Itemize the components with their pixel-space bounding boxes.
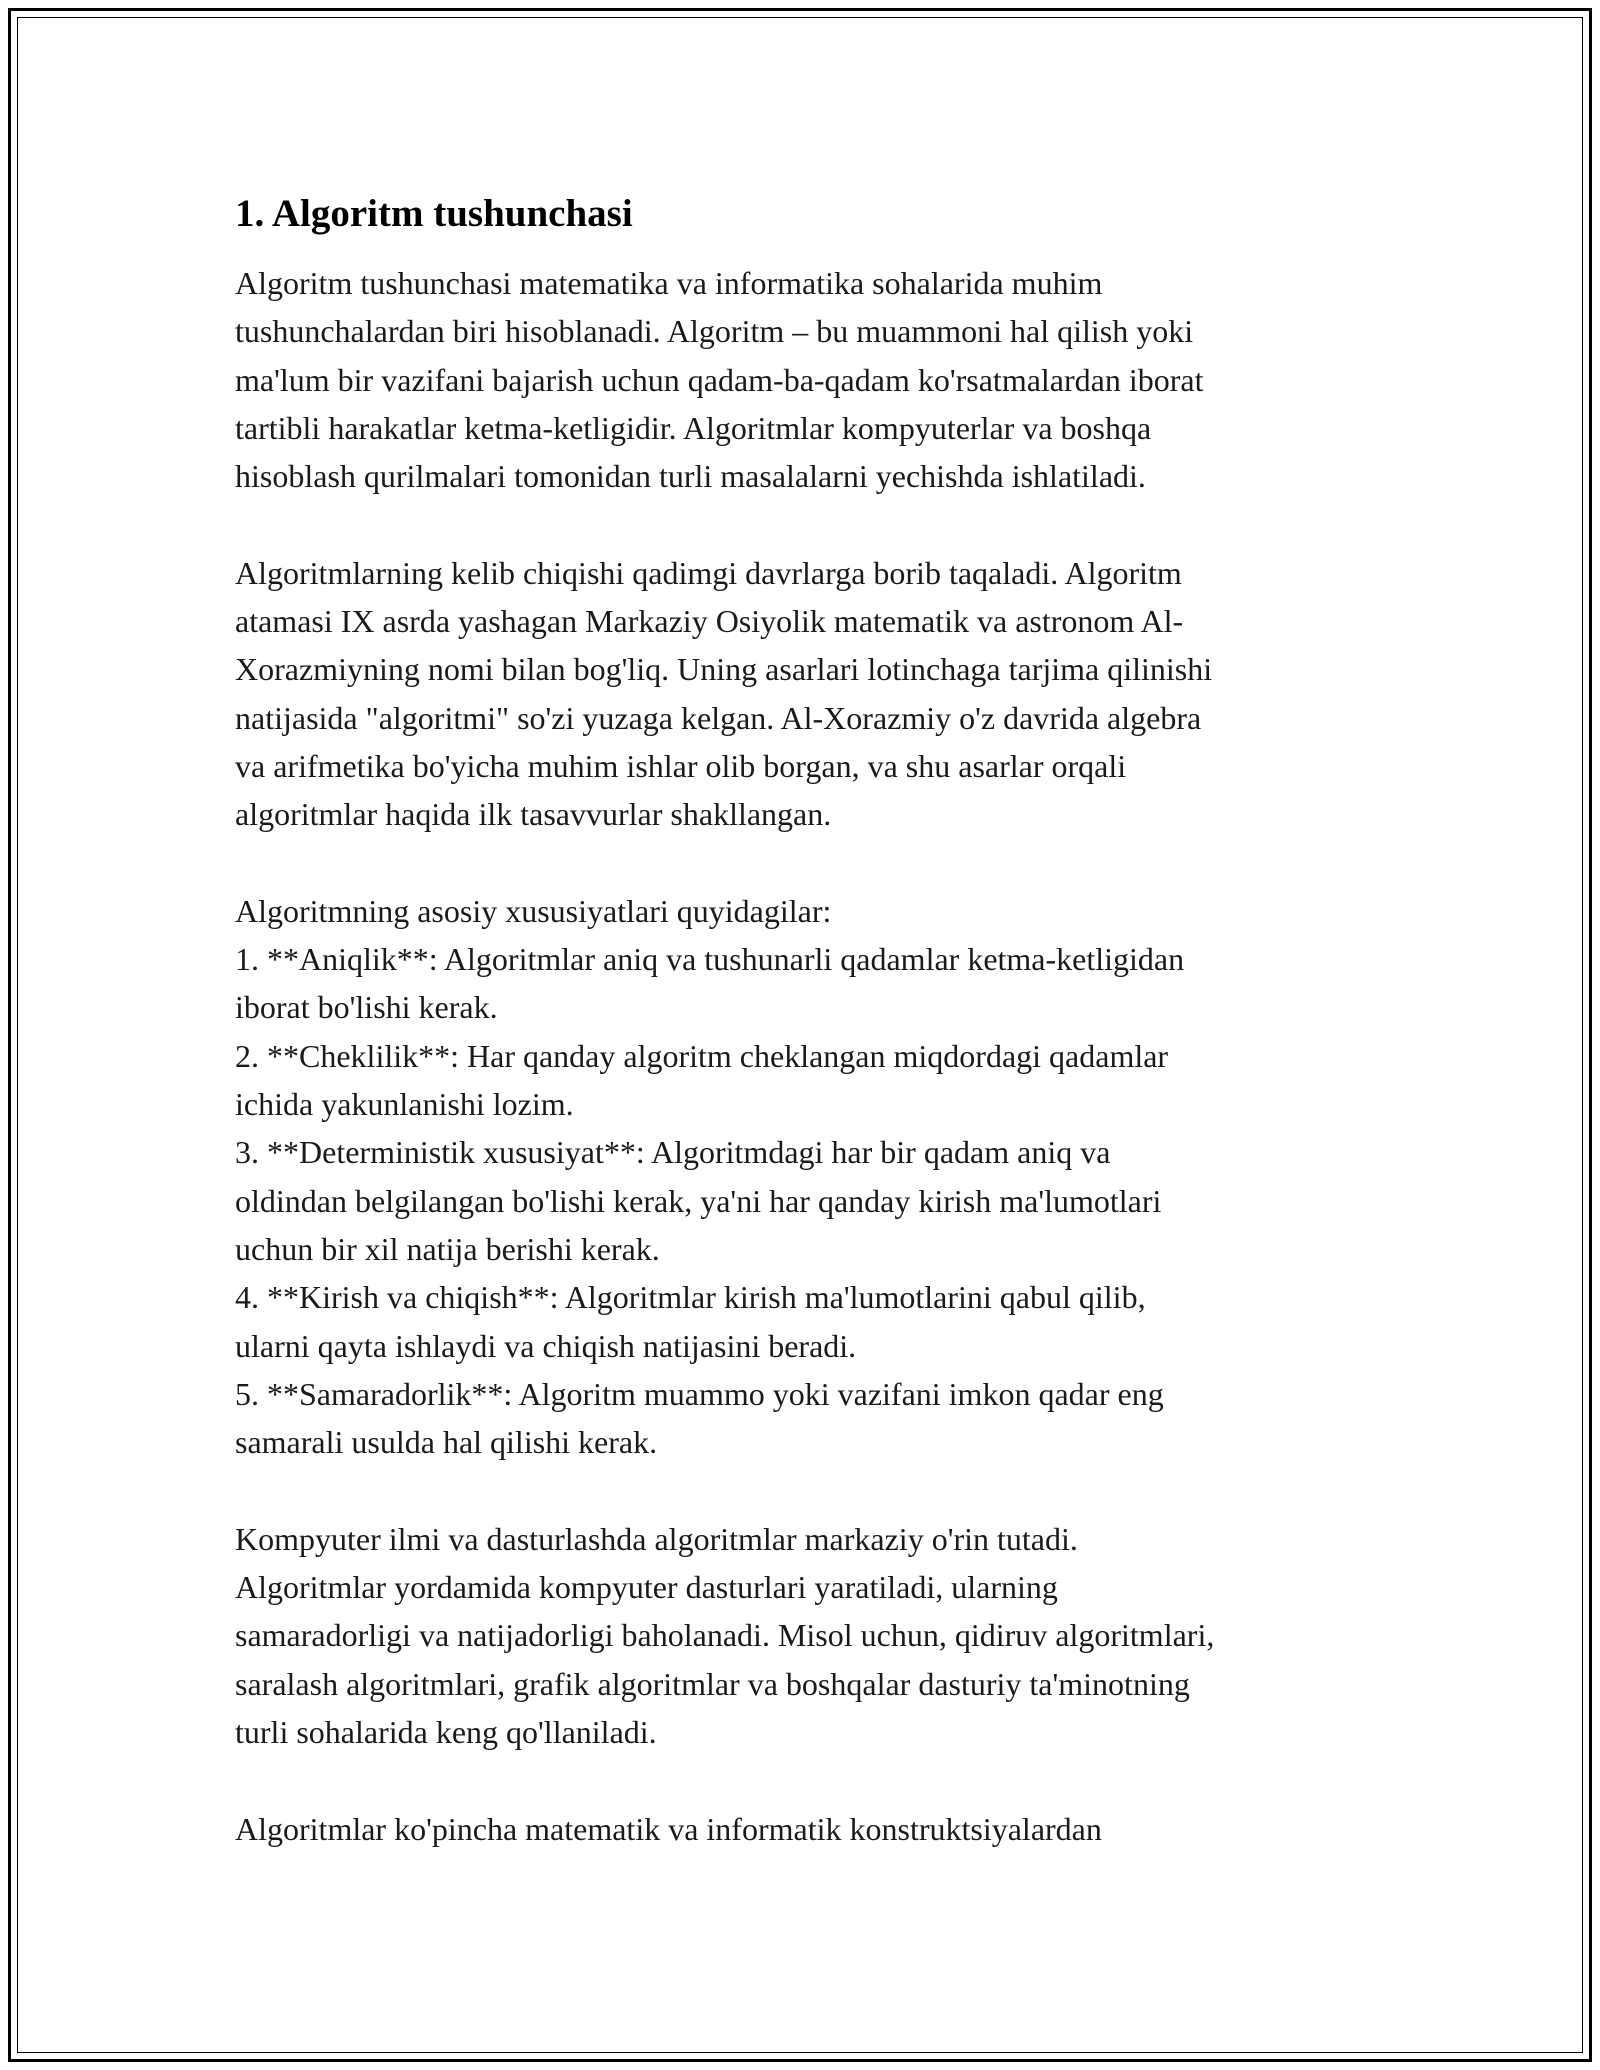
list-intro: Algoritmning asosiy xususiyatlari quyidagilar: xyxy=(235,892,832,929)
list-item: 4. **Kirish va chiqish**: Algoritmlar kirish ma'lumotlarini qabul qilib, xyxy=(235,1279,1146,1316)
list-item: ularni qayta ishlaydi va chiqish natijasini beradi. xyxy=(235,1327,857,1364)
document-body xyxy=(235,190,1385,1901)
list-item: 2. **Cheklilik**: Har qanday algoritm cheklangan miqdordagi qadamlar xyxy=(235,1037,1169,1074)
text-line: hisoblash qurilmalari tomonidan turli masalalarni yechishda ishlatiladi. xyxy=(235,458,1146,495)
list-item: samarali usulda hal qilishi kerak. xyxy=(235,1424,658,1461)
paragraph-definition xyxy=(235,259,1385,500)
text-line: Xorazmiyning nomi bilan bog'liq. Uning asarlari lotinchaga tarjima qilinishi xyxy=(235,651,1213,688)
list-item: uchun bir xil natija berishi kerak. xyxy=(235,1230,660,1267)
text-line: natijasida "algoritmi" so'zi yuzaga kelgan. Al-Xorazmiy o'z davrida algebra xyxy=(235,699,1202,736)
list-item: 5. **Samaradorlik**: Algoritm muammo yoki vazifani imkon qadar eng xyxy=(235,1375,1164,1412)
list-item: oldindan belgilangan bo'lishi kerak, ya'ni har qanday kirish ma'lumotlari xyxy=(235,1182,1162,1219)
text-line: va arifmetika bo'yicha muhim ishlar olib borgan, va shu asarlar orqali xyxy=(235,747,1127,784)
text-line: tushunchalardan biri hisoblanadi. Algoritm – bu muammoni hal qilish yoki xyxy=(235,313,1194,350)
properties-list xyxy=(235,887,1385,1467)
text-line: tartibli harakatlar ketma-ketligidir. Algoritmlar kompyuterlar va boshqa xyxy=(235,409,1152,446)
text-line: algoritmlar haqida ilk tasavvurlar shakllangan. xyxy=(235,796,832,833)
text-line: samaradorligi va natijadorligi baholanadi. Misol uchun, qidiruv algoritmlari, xyxy=(235,1617,1215,1654)
paragraph-computer-science xyxy=(235,1515,1385,1756)
section-heading: 1. Algoritm tushunchasi xyxy=(235,192,633,235)
text-line: Kompyuter ilmi va dasturlashda algoritmlar markaziy o'rin tutadi. xyxy=(235,1520,1078,1557)
text-line: Algoritmlar ko'pincha matematik va informatik konstruktsiyalardan xyxy=(235,1810,1102,1847)
paragraph-constructs xyxy=(235,1805,1385,1853)
text-line: turli sohalarida keng qo'llaniladi. xyxy=(235,1713,657,1750)
list-item: 1. **Aniqlik**: Algoritmlar aniq va tushunarli qadamlar ketma-ketligidan xyxy=(235,941,1185,978)
text-line: saralash algoritmlari, grafik algoritmlar va boshqalar dasturiy ta'minotning xyxy=(235,1665,1190,1702)
list-item: iborat bo'lishi kerak. xyxy=(235,989,498,1026)
text-line: Algoritm tushunchasi matematika va informatika sohalarida muhim xyxy=(235,265,1103,301)
list-item: 3. **Deterministik xususiyat**: Algoritmdagi har bir qadam aniq va xyxy=(235,1134,1111,1171)
text-line: ma'lum bir vazifani bajarish uchun qadam-ba-qadam ko'rsatmalardan iborat xyxy=(235,361,1204,398)
text-line: Algoritmlarning kelib chiqishi qadimgi davrlarga borib taqaladi. Algoritm xyxy=(235,554,1182,591)
text-line: atamasi IX asrda yashagan Markaziy Osiyolik matematik va astronom Al- xyxy=(235,603,1184,640)
text-line: Algoritmlar yordamida kompyuter dasturlari yaratiladi, ularning xyxy=(235,1569,1058,1606)
list-item: ichida yakunlanishi lozim. xyxy=(235,1086,574,1123)
paragraph-history xyxy=(235,549,1385,839)
